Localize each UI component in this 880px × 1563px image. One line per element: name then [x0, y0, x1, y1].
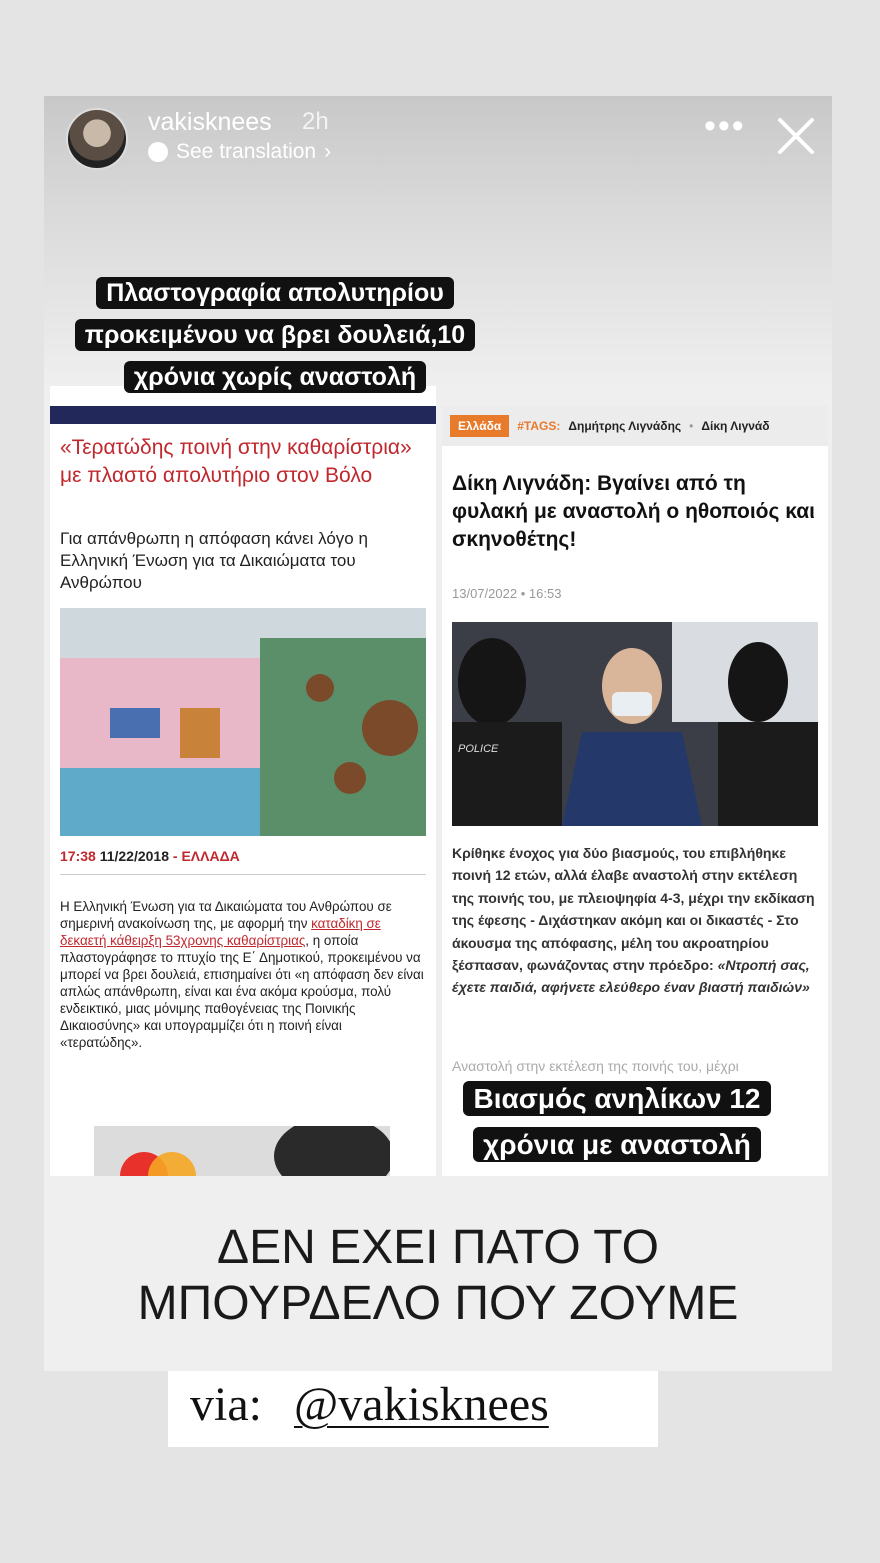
- story-main-text: [44, 1220, 832, 1332]
- left-article-dateline: 17:38 11/22/2018 - ΕΛΛΑΔΑ: [60, 848, 240, 864]
- story-frame: [44, 96, 832, 1371]
- tag-bar: [442, 406, 828, 446]
- story-main-line-1: ΔΕΝ ΕΧΕΙ ΠΑΤΟ ΤΟ: [217, 1221, 659, 1274]
- left-article-section[interactable]: ΕΛΛΑΔΑ: [181, 848, 240, 864]
- right-article-date: 13/07/2022: [452, 586, 518, 601]
- close-icon[interactable]: [774, 114, 818, 158]
- caption-top-text: Πλαστογραφία απολυτηρίου προκειμένου να βρει δουλειά,10 χρόνια χωρίς αναστολή: [75, 277, 475, 393]
- court-photo: [452, 622, 818, 826]
- right-body-text: Κρίθηκε ένοχος για δύο βιασμούς, του επιβλήθηκε ποινή 12 ετών, αλλά έλαβε αναστολή στην εκτέλεση της ποινής του, με πλειοψηφία 4-3, μέχρι την εκδίκαση της έφεσης - Διχάστηκαν ακόμη και οι δικαστές - Στο άκουσμα της απόφασης, μέλη του ακροατηρίου ξέσπασαν, φωνάζοντας στην πρόεδρο:: [452, 845, 815, 974]
- story-username[interactable]: vakisknees: [148, 108, 272, 136]
- chevron-right-icon: ›: [324, 140, 332, 163]
- right-article-screenshot: [442, 406, 828, 1176]
- site-header-bar: [50, 406, 436, 424]
- right-article-body: [452, 842, 822, 999]
- divider: [60, 874, 426, 875]
- left-article-time: 17:38: [60, 848, 96, 864]
- tag-separator: •: [689, 419, 694, 433]
- tag-item[interactable]: Δημήτρης Λιγνάδης: [568, 419, 682, 433]
- section-tag[interactable]: Ελλάδα: [450, 415, 509, 437]
- via-credit: [168, 1371, 658, 1447]
- right-body-quote: «Ντροπή σας, έχετε παιδιά, αφήνετε ελεύθερο έναν βιαστή παιδιών»: [452, 957, 810, 996]
- story-time: 2h: [302, 108, 329, 135]
- see-translation-label: See translation: [176, 140, 317, 163]
- more-options-icon[interactable]: •••: [704, 107, 746, 145]
- see-translation-link[interactable]: [148, 140, 331, 164]
- left-article-subtitle: Για απάνθρωπη η απόφαση κάνει λόγο η Ελληνική Ένωση για τα Δικαιώματα του Ανθρώπου: [60, 529, 368, 592]
- kindergarten-photo: [60, 608, 426, 836]
- story-main-line-2: ΜΠΟΥΡΔΕΛΟ ΠΟΥ ΖΟΥΜΕ: [137, 1277, 739, 1330]
- police-label: POLICE: [458, 743, 499, 755]
- caption-top: [44, 272, 506, 398]
- right-article-title: Δίκη Λιγνάδη: Βγαίνει από τη φυλακή με αναστολή ο ηθοποιός και σκηνοθέτης!: [452, 472, 815, 551]
- date-separator: •: [520, 586, 526, 601]
- left-body-text: Η Ελληνική Ένωση για τα Δικαιώματα του Ανθρώπου σε σημερινή ανακοίνωση της, με αφορμή την: [60, 899, 392, 931]
- left-article-body: [60, 898, 426, 1051]
- advertisement: [94, 1126, 390, 1176]
- profile-avatar[interactable]: [66, 108, 128, 170]
- left-article-screenshot: [50, 386, 436, 1176]
- translate-bubble-icon: [148, 142, 168, 162]
- left-article-title: «Τερατώδης ποινή στην καθαρίστρια» με πλαστό απολυτήριο στον Βόλο: [60, 436, 412, 487]
- left-body-text-cont: , η οποία πλαστογράφησε το πτυχίο της Ε΄ Δημοτικού, προκειμένου να μπορεί να βρει δουλειά, επισημαίνει ότι «η απόφαση δεν είναι απλώς απάνθρωπη, είναι και ένα ακόμα κρούσμα, πολύ ενδεικτικό, μιας μόνιμης παθογένειας της Ποινικής Δικαιοσύνης» και υπογραμμίζει ότι η ποινή είναι «τερατώδης».: [60, 933, 424, 1050]
- right-article-time: 16:53: [528, 586, 562, 601]
- right-article-dateline: [452, 586, 561, 601]
- tags-label: #TAGS:: [517, 419, 561, 433]
- caption-bottom: [422, 1076, 812, 1168]
- via-label: via:: [190, 1378, 262, 1431]
- tag-item[interactable]: Δίκη Λιγνάδ: [701, 419, 770, 433]
- right-body-truncated: Αναστολή στην εκτέλεση της ποινής του, μέχρι: [452, 1058, 739, 1074]
- caption-bottom-text: Βιασμός ανηλίκων 12 χρόνια με αναστολή: [463, 1081, 770, 1162]
- via-handle[interactable]: @vakisknees: [294, 1378, 549, 1431]
- left-article-date: 11/22/2018: [99, 848, 169, 864]
- conviction-link[interactable]: καταδίκη σε δεκαετή κάθειρξη 53χρονης καθαρίστριας: [60, 916, 381, 948]
